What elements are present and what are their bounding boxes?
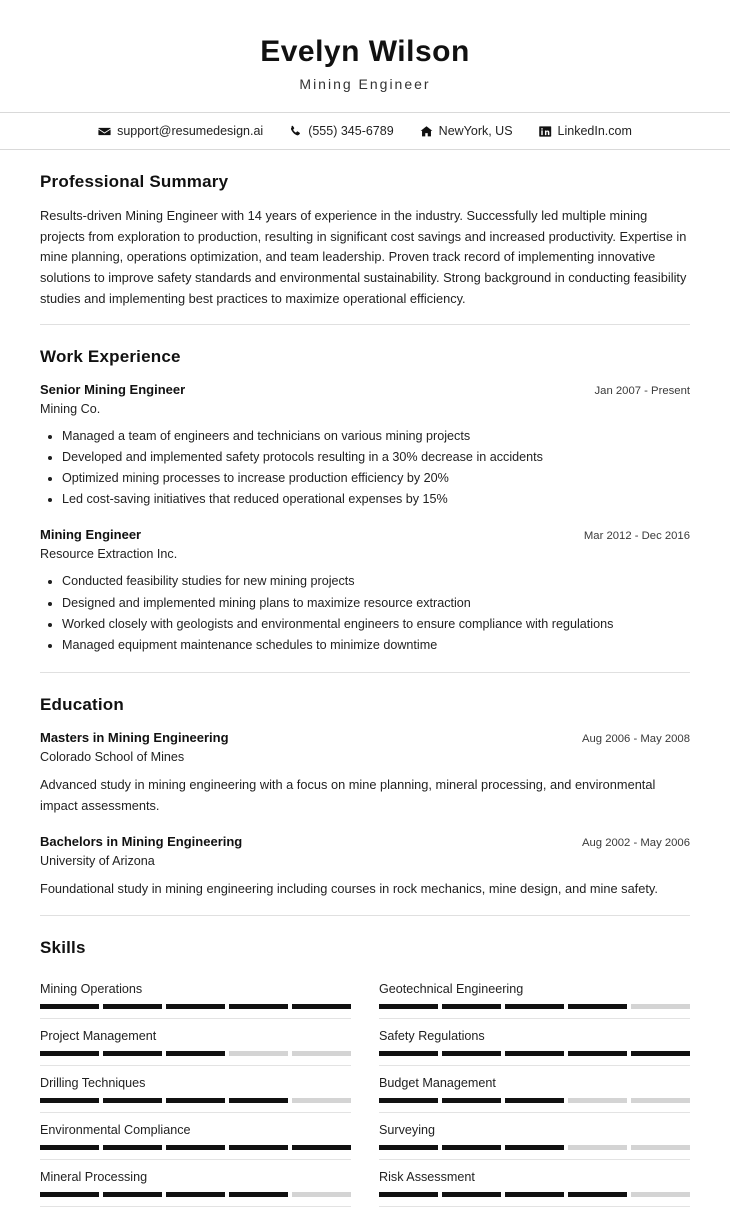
skill-level-segment: [292, 1098, 351, 1103]
education-degree: Bachelors in Mining Engineering: [40, 833, 243, 849]
skill-level-segment: [505, 1192, 564, 1197]
contact-bar: [0, 112, 730, 150]
skill-item: [379, 1160, 690, 1207]
education-entry: [40, 729, 690, 817]
skill-item: [40, 1160, 351, 1207]
skill-level-segment: [292, 1192, 351, 1197]
skill-item: [40, 1066, 351, 1113]
skill-level-segment: [292, 1051, 351, 1056]
skill-item: [379, 1019, 690, 1066]
skill-level-segment: [568, 1004, 627, 1009]
section-title-skills: Skills: [40, 938, 86, 958]
skill-level-segment: [568, 1051, 627, 1056]
resume-header: [0, 0, 730, 112]
skill-level-segment: [166, 1192, 225, 1197]
skill-level-segment: [103, 1004, 162, 1009]
experience-entry-head: [40, 381, 690, 399]
skill-level-segment: [40, 1004, 99, 1009]
list-item: • Designed and implemented mining plans to maximize resource extraction: [62, 593, 690, 614]
skill-item: [379, 1066, 690, 1113]
skill-level-segment: [442, 1145, 501, 1150]
contact-linkedin-text: LinkedIn.com: [557, 124, 632, 138]
contact-phone-text: (555) 345-6789: [308, 124, 394, 138]
home-icon: [420, 125, 433, 138]
skill-name: Mineral Processing: [40, 1170, 148, 1185]
contact-linkedin[interactable]: [539, 124, 632, 138]
skill-item: [379, 1113, 690, 1160]
phone-icon: [289, 125, 302, 138]
skill-level-segment: [166, 1145, 225, 1150]
experience-bullets: [40, 571, 690, 656]
skill-name: Environmental Compliance: [40, 1123, 191, 1138]
skill-name: Risk Assessment: [379, 1170, 475, 1185]
skill-name: Project Management: [40, 1029, 157, 1044]
section-education: [40, 673, 690, 916]
skill-level-segment: [379, 1004, 438, 1009]
skill-level-segment: [229, 1004, 288, 1009]
skill-name: Geotechnical Engineering: [379, 982, 524, 997]
skill-level-segment: [442, 1004, 501, 1009]
skill-level-segment: [442, 1192, 501, 1197]
skill-level-segment: [505, 1004, 564, 1009]
skill-level-segment: [229, 1098, 288, 1103]
skill-level-segment: [166, 1004, 225, 1009]
skill-level-segment: [292, 1004, 351, 1009]
list-item: • Managed a team of engineers and technicians on various mining projects: [62, 426, 690, 447]
section-title-summary: Professional Summary: [40, 172, 229, 191]
skill-level-meter: [40, 1192, 351, 1197]
education-school: Colorado School of Mines: [40, 750, 185, 765]
section-title-experience: Work Experience: [40, 346, 181, 366]
skill-level-meter: [379, 1098, 690, 1103]
education-school: University of Arizona: [40, 853, 155, 868]
skill-item: [40, 1113, 351, 1160]
skill-level-segment: [229, 1145, 288, 1150]
skill-name: Surveying: [379, 1123, 436, 1138]
experience-entry: [40, 526, 690, 656]
experience-date: Mar 2012 - Dec 2016: [583, 530, 690, 543]
section-professional-summary: [40, 150, 690, 325]
education-description: Foundational study in mining engineering including courses in rock mechanics, mine design, and mine safety.: [40, 880, 658, 896]
list-item: • Led cost-saving initiatives that reduced operational expenses by 15%: [62, 489, 690, 510]
skill-level-meter: [379, 1004, 690, 1009]
skill-level-segment: [166, 1051, 225, 1056]
skill-level-segment: [505, 1051, 564, 1056]
education-entry: [40, 833, 690, 900]
list-item: • Developed and implemented safety protocols resulting in a 30% decrease in accidents: [62, 447, 690, 468]
list-item: • Optimized mining processes to increase production efficiency by 20%: [62, 468, 690, 489]
experience-role: Mining Engineer: [40, 527, 142, 543]
linkedin-icon: [539, 125, 552, 138]
skill-name: Budget Management: [379, 1076, 496, 1091]
skill-level-segment: [631, 1192, 690, 1197]
experience-bullets: [40, 426, 690, 511]
skill-level-segment: [292, 1145, 351, 1150]
list-item: • Conducted feasibility studies for new mining projects: [62, 571, 690, 592]
skill-level-segment: [631, 1004, 690, 1009]
skill-level-segment: [379, 1145, 438, 1150]
skill-level-segment: [229, 1051, 288, 1056]
skill-name: Drilling Techniques: [40, 1076, 146, 1091]
education-entry-head: [40, 833, 690, 851]
skill-level-segment: [379, 1051, 438, 1056]
skill-level-meter: [40, 1145, 351, 1150]
list-item: • Worked closely with geologists and environmental engineers to ensure compliance with regulations: [62, 614, 690, 635]
candidate-name: Evelyn Wilson: [260, 35, 470, 68]
experience-date: Jan 2007 - Present: [594, 384, 690, 397]
experience-role: Senior Mining Engineer: [40, 381, 186, 397]
skill-level-segment: [379, 1098, 438, 1103]
skill-name: Mining Operations: [40, 982, 143, 997]
skill-level-segment: [103, 1192, 162, 1197]
contact-email-text: support@resumedesign.ai: [117, 124, 264, 138]
skill-level-segment: [103, 1145, 162, 1150]
skill-level-segment: [40, 1098, 99, 1103]
skill-level-segment: [631, 1098, 690, 1103]
skill-item: [40, 1019, 351, 1066]
skill-level-segment: [103, 1051, 162, 1056]
education-description: Advanced study in mining engineering with a focus on mine planning, mineral processing, and environmental impact assessments.: [40, 777, 656, 813]
skill-level-segment: [442, 1051, 501, 1056]
skill-level-segment: [505, 1145, 564, 1150]
skill-level-meter: [379, 1192, 690, 1197]
contact-location-text: NewYork, US: [438, 124, 513, 138]
skill-level-segment: [442, 1098, 501, 1103]
envelope-icon: [98, 125, 111, 138]
experience-company: Mining Co.: [40, 401, 101, 416]
skill-level-meter: [379, 1145, 690, 1150]
education-date: Aug 2002 - May 2006: [581, 836, 690, 849]
experience-entry-head: [40, 526, 690, 544]
skills-grid: [40, 972, 690, 1207]
contact-email[interactable]: [98, 124, 263, 138]
skill-level-meter: [40, 1051, 351, 1056]
skill-level-segment: [631, 1051, 690, 1056]
skill-level-meter: [40, 1004, 351, 1009]
skill-level-segment: [568, 1098, 627, 1103]
skill-item: [40, 972, 351, 1019]
skill-level-segment: [505, 1098, 564, 1103]
skill-level-meter: [379, 1051, 690, 1056]
skill-level-segment: [166, 1098, 225, 1103]
skill-level-segment: [40, 1145, 99, 1150]
skill-item: [379, 972, 690, 1019]
skill-level-segment: [40, 1051, 99, 1056]
education-entry-head: [40, 729, 690, 747]
contact-location[interactable]: [420, 124, 513, 138]
list-item: • Managed equipment maintenance schedules to minimize downtime: [62, 635, 690, 656]
education-date: Aug 2006 - May 2008: [581, 733, 690, 745]
section-title-education: Education: [40, 695, 124, 714]
skill-level-segment: [229, 1192, 288, 1197]
contact-phone[interactable]: [289, 124, 393, 138]
education-degree: Masters in Mining Engineering: [40, 730, 229, 745]
experience-entry: [40, 381, 690, 511]
section-skills: [40, 916, 690, 1221]
candidate-job-title: Mining Engineer: [299, 76, 431, 92]
skill-level-segment: [568, 1145, 627, 1150]
skill-level-meter: [40, 1098, 351, 1103]
skill-level-segment: [40, 1192, 99, 1197]
skill-level-segment: [568, 1192, 627, 1197]
summary-text: Results-driven Mining Engineer with 14 years of experience in the industry. Successfully led multiple mining projects from exploration to production, resulting in significant cost savings and increased productivity. Expertise in mine planning, operations optimization, and team leadership. Proven track record of implementing innovative solutions to improve safety standards and environmental sustainability. Strong background in conducting feasibility studies and implementing best practices to maximize operational efficiency.: [40, 208, 687, 306]
skill-level-segment: [631, 1145, 690, 1150]
skill-level-segment: [379, 1192, 438, 1197]
section-work-experience: [40, 325, 690, 673]
skill-name: Safety Regulations: [379, 1029, 485, 1044]
experience-company: Resource Extraction Inc.: [40, 547, 178, 562]
skill-level-segment: [103, 1098, 162, 1103]
